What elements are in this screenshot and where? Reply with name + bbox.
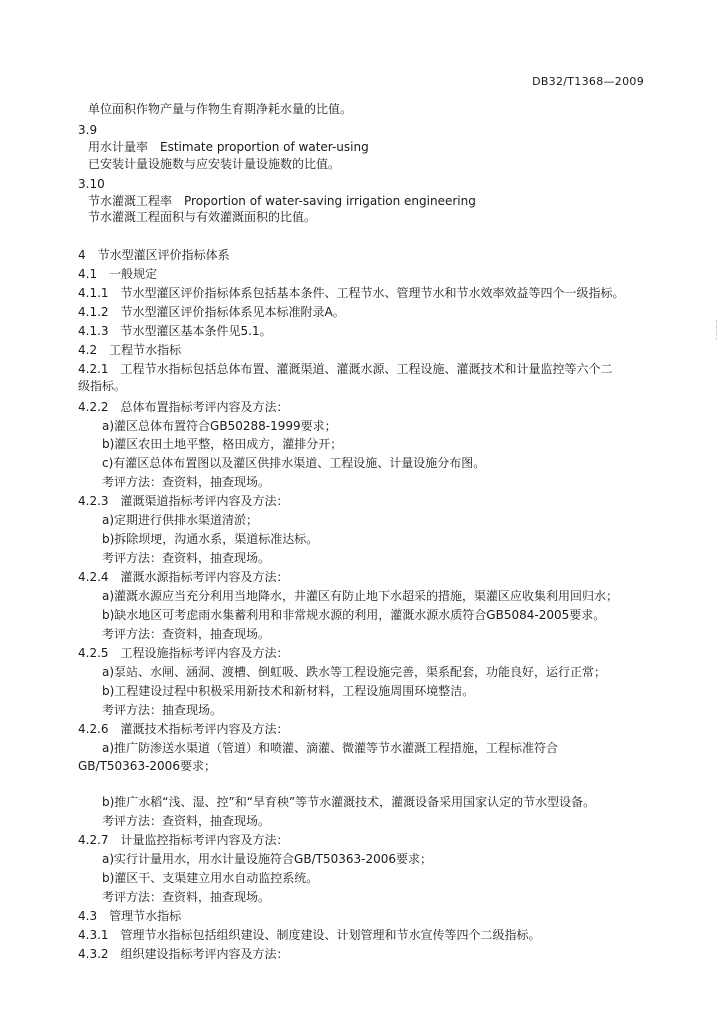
list-item: b)拆除坝埂，沟通水系，渠道标准达标。 — [102, 532, 319, 546]
evaluation-method: 考评方法：查资料，抽查现场。 — [102, 551, 271, 565]
clause-continuation: 级指标。 — [78, 379, 127, 393]
section-heading: 4 节水型灌区评价指标体系 — [78, 248, 230, 262]
term-line: 用水计量率 Estimate proportion of water-using — [88, 140, 369, 154]
subsection-heading: 4.3 管理节水指标 — [78, 909, 182, 923]
evaluation-method: 考评方法：抽查现场。 — [102, 703, 223, 717]
subsection-heading: 4.2 工程节水指标 — [78, 343, 182, 357]
clause-line: 4.2.2 总体布置指标考评内容及方法： — [78, 400, 289, 414]
clause-line: 4.2.4 灌溉水源指标考评内容及方法： — [78, 570, 289, 584]
clause-number: 3.9 — [78, 123, 98, 137]
clause-line: 4.2.6 灌溉技术指标考评内容及方法： — [78, 722, 289, 736]
list-item: c)有灌区总体布置图以及灌区供排水渠道、工程设施、计量设施分布图。 — [102, 456, 486, 470]
list-item: b)工程建设过程中积极采用新技术和新材料，工程设施周围环境整洁。 — [102, 684, 475, 698]
list-item: a)实行计量用水，用水计量设施符合GB/T50363-2006要求； — [102, 852, 432, 866]
clause-number: 3.10 — [78, 177, 105, 191]
text-line: 节水灌溉工程面积与有效灌溉面积的比值。 — [88, 210, 317, 224]
evaluation-method: 考评方法：查资料，抽查现场。 — [102, 814, 271, 828]
list-item: b)推广水稻“浅、湿、控”和“旱育秧”等节水灌溉技术，灌溉设备采用国家认定的节水型设备。 — [102, 795, 596, 809]
term-line: 节水灌溉工程率 Proportion of water-saving irrigation engineering — [88, 194, 476, 208]
evaluation-method: 考评方法：查资料，抽查现场。 — [102, 890, 271, 904]
evaluation-method: 考评方法：查资料，抽查现场。 — [102, 627, 271, 641]
clause-line: 4.1.2 节水型灌区评价指标体系见本标准附录A。 — [78, 305, 345, 319]
clause-line: 4.3.2 组织建设指标考评内容及方法： — [78, 947, 289, 961]
subsection-heading: 4.1 一般规定 — [78, 267, 158, 281]
list-item-continuation: GB/T50363-2006要求； — [78, 759, 216, 773]
list-item: a)定期进行供排水渠道清淤； — [102, 513, 259, 527]
clause-line: 4.3.1 管理节水指标包括组织建设、制度建设、计划管理和节水宣传等四个二级指标。 — [78, 928, 541, 942]
clause-line: 4.1.1 节水型灌区评价指标体系包括基本条件、工程节水、管理节水和节水效率效益等四个一级指标。 — [78, 286, 625, 300]
list-item: a)泵站、水闸、涵洞、渡槽、倒虹吸、跌水等工程设施完善，渠系配套，功能良好，运行正常； — [102, 665, 607, 679]
list-item: b)灌区农田土地平整，格田成方，灌排分开； — [102, 437, 343, 451]
document-code: DB32/T1368—2009 — [532, 75, 644, 88]
clause-line: 4.1.3 节水型灌区基本条件见5.1。 — [78, 324, 272, 338]
list-item: b)缺水地区可考虑雨水集蓄利用和非常规水源的利用，灌溉水源水质符合GB5084-2005要求。 — [102, 608, 606, 622]
list-item: a)灌溉水源应当充分利用当地降水，井灌区有防止地下水超采的措施，渠灌区应收集利用回归水； — [102, 589, 619, 603]
clause-line: 4.2.1 工程节水指标包括总体布置、灌溉渠道、灌溉水源、工程设施、灌溉技术和计量监控等六个二 — [78, 362, 613, 376]
clause-line: 4.2.5 工程设施指标考评内容及方法： — [78, 646, 289, 660]
list-item: a)灌区总体布置符合GB50288-1999要求； — [102, 419, 337, 433]
text-line: 单位面积作物产量与作物生育期净耗水量的比值。 — [88, 102, 353, 116]
list-item: b)灌区干、支渠建立用水自动监控系统。 — [102, 871, 319, 885]
clause-line: 4.2.3 灌溉渠道指标考评内容及方法： — [78, 494, 289, 508]
list-item: a)推广防渗送水渠道（管道）和喷灌、滴灌、微灌等节水灌溉工程措施，工程标准符合 — [102, 741, 559, 755]
evaluation-method: 考评方法：查资料，抽查现场。 — [102, 475, 271, 489]
scan-edge-mark — [716, 320, 719, 340]
text-line: 已安装计量设施数与应安装计量设施数的比值。 — [88, 157, 341, 171]
clause-line: 4.2.7 计量监控指标考评内容及方法： — [78, 833, 289, 847]
